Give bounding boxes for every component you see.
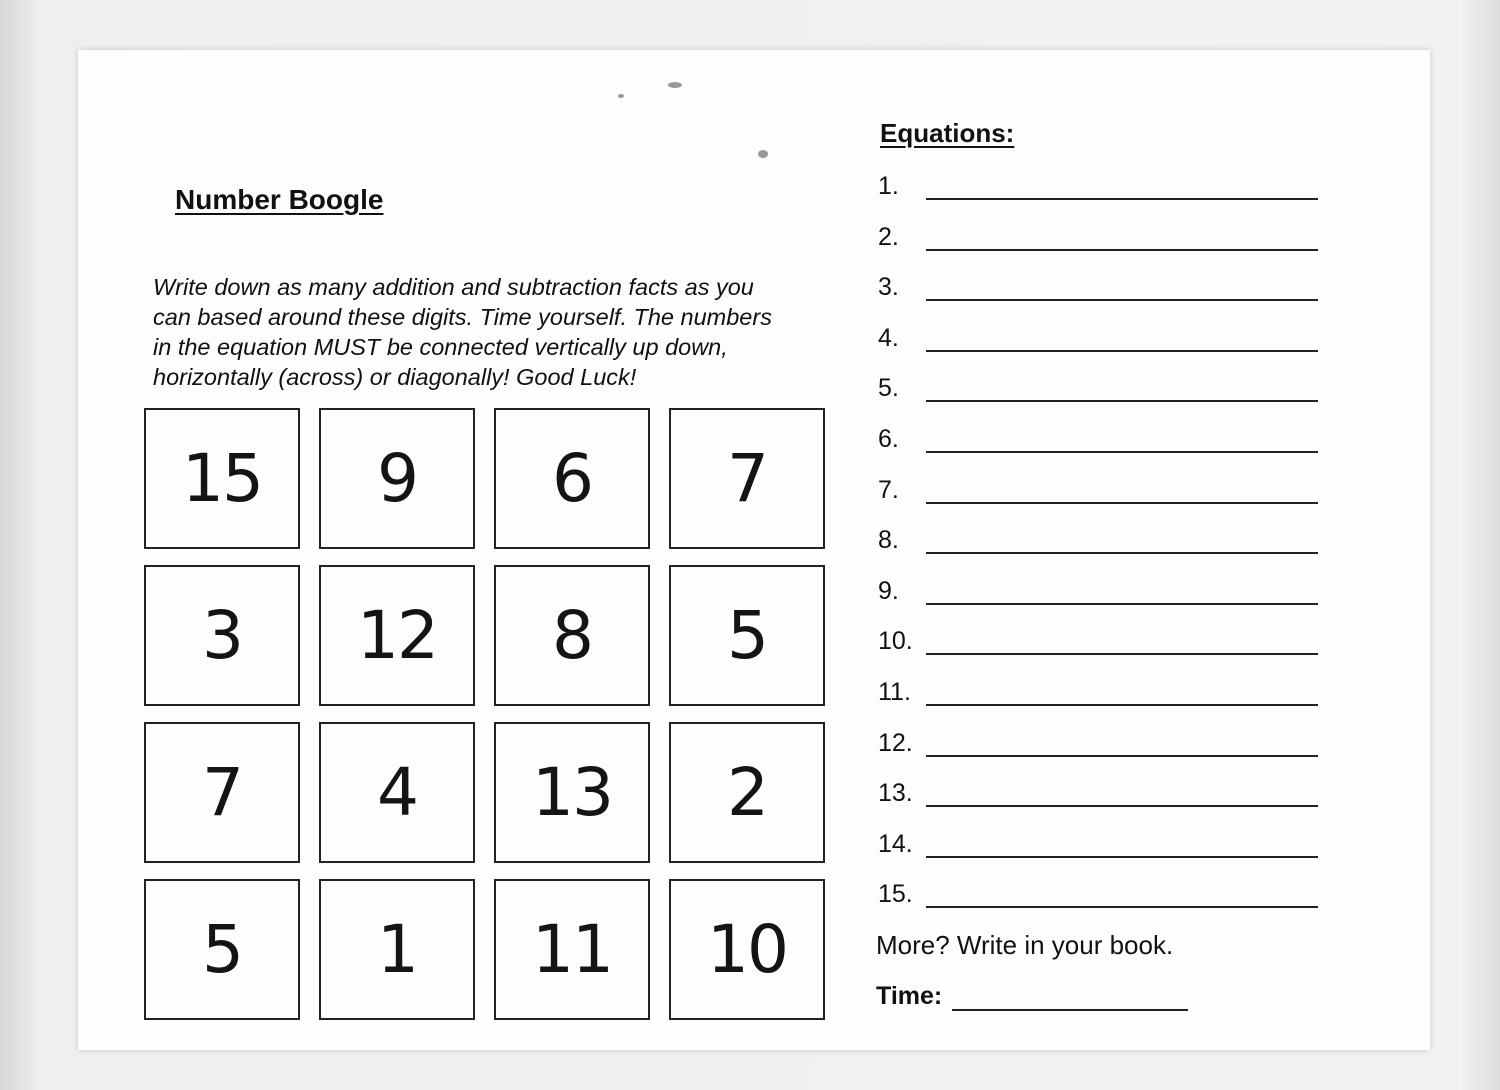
grid-cell: 11 bbox=[494, 879, 650, 1020]
equation-row bbox=[878, 573, 1328, 624]
grid-cell: 12 bbox=[319, 565, 475, 706]
equation-row bbox=[878, 320, 1328, 371]
time-answer-line[interactable] bbox=[952, 985, 1188, 1011]
equation-row bbox=[878, 876, 1328, 927]
worksheet-page bbox=[78, 50, 1430, 1050]
equation-number: 1. bbox=[878, 172, 899, 200]
equation-row bbox=[878, 826, 1328, 877]
scan-speck bbox=[758, 150, 768, 158]
equation-number: 12. bbox=[878, 728, 913, 757]
equation-number: 14. bbox=[878, 829, 913, 858]
scan-speck bbox=[618, 94, 624, 98]
answer-line[interactable] bbox=[926, 350, 1318, 352]
instructions-text: Write down as many addition and subtraction facts as you can based around these digits. Time yourself. The numbers in the equation MUST be connected vertically up down, horizontally (across) or diagonally! Good Luck! bbox=[153, 274, 772, 390]
answer-line[interactable] bbox=[926, 552, 1318, 554]
equation-row bbox=[878, 775, 1328, 826]
grid-cell: 1 bbox=[319, 879, 475, 1020]
equation-number: 15. bbox=[878, 880, 913, 909]
equations-list bbox=[878, 168, 1328, 927]
grid-cell: 13 bbox=[494, 722, 650, 863]
answer-line[interactable] bbox=[926, 906, 1318, 908]
answer-line[interactable] bbox=[926, 704, 1318, 706]
time-label: Time: bbox=[876, 982, 943, 1010]
equation-number: 9. bbox=[878, 576, 899, 605]
number-grid bbox=[144, 408, 825, 1020]
answer-line[interactable] bbox=[926, 755, 1318, 757]
equation-row bbox=[878, 472, 1328, 523]
equation-number: 11. bbox=[878, 677, 911, 706]
answer-line[interactable] bbox=[926, 653, 1318, 655]
answer-line[interactable] bbox=[926, 249, 1318, 251]
equation-number: 5. bbox=[878, 374, 899, 403]
answer-line[interactable] bbox=[926, 603, 1318, 605]
grid-cell: 10 bbox=[669, 879, 825, 1020]
scan-speck bbox=[668, 82, 682, 88]
equations-heading: Equations: bbox=[880, 118, 1015, 148]
equation-row bbox=[878, 674, 1328, 725]
equation-row bbox=[878, 522, 1328, 573]
equation-number: 8. bbox=[878, 526, 899, 555]
grid-cell: 2 bbox=[669, 722, 825, 863]
equation-number: 4. bbox=[878, 323, 899, 352]
grid-cell: 9 bbox=[319, 408, 475, 549]
answer-line[interactable] bbox=[926, 198, 1318, 200]
grid-cell: 3 bbox=[144, 565, 300, 706]
equation-number: 3. bbox=[878, 273, 899, 302]
grid-cell: 5 bbox=[669, 565, 825, 706]
equation-number: 13. bbox=[878, 779, 913, 808]
equation-number: 10. bbox=[878, 627, 913, 656]
equation-number: 7. bbox=[878, 475, 899, 504]
grid-cell: 4 bbox=[319, 722, 475, 863]
grid-cell: 6 bbox=[494, 408, 650, 549]
equation-row bbox=[878, 623, 1328, 674]
answer-line[interactable] bbox=[926, 502, 1318, 504]
grid-cell: 7 bbox=[669, 408, 825, 549]
answer-line[interactable] bbox=[926, 299, 1318, 301]
worksheet-title: Number Boogle bbox=[175, 184, 384, 215]
equation-row bbox=[878, 168, 1328, 219]
equation-row bbox=[878, 370, 1328, 421]
answer-line[interactable] bbox=[926, 856, 1318, 858]
answer-line[interactable] bbox=[926, 805, 1318, 807]
equation-row bbox=[878, 421, 1328, 472]
grid-cell: 15 bbox=[144, 408, 300, 549]
answer-line[interactable] bbox=[926, 451, 1318, 453]
answer-line[interactable] bbox=[926, 400, 1318, 402]
grid-cell: 7 bbox=[144, 722, 300, 863]
grid-cell: 8 bbox=[494, 565, 650, 706]
grid-cell: 5 bbox=[144, 879, 300, 1020]
equation-number: 2. bbox=[878, 222, 899, 251]
more-note: More? Write in your book. bbox=[876, 930, 1174, 960]
equation-row bbox=[878, 725, 1328, 776]
equation-row bbox=[878, 219, 1328, 270]
equation-number: 6. bbox=[878, 424, 899, 453]
equation-row bbox=[878, 269, 1328, 320]
time-field bbox=[876, 982, 1188, 1011]
